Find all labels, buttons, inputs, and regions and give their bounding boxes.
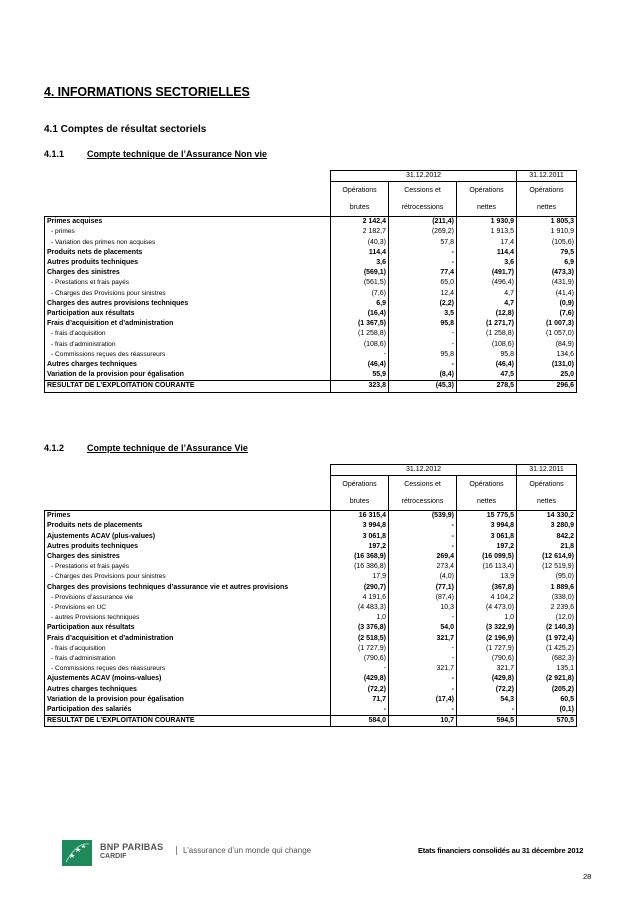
row-value: (3 322,9) (457, 623, 517, 633)
row-value: (2 140,3) (517, 623, 577, 633)
table-row (45, 572, 577, 582)
col-header: brutes (331, 199, 389, 217)
row-value: 47,5 (457, 370, 517, 381)
row-value: (46,4) (457, 360, 517, 370)
row-label: Frais d’acquisition et d’administration (45, 634, 331, 644)
table-row (45, 217, 577, 228)
row-value: 197,2 (457, 542, 517, 552)
table-row (45, 562, 577, 572)
row-value: (46,4) (331, 360, 389, 370)
row-value: (539,9) (389, 511, 457, 522)
row-value: (7,6) (331, 289, 389, 299)
row-value: 296,6 (517, 381, 577, 392)
row-value: - (389, 654, 457, 664)
row-value: 323,8 (331, 381, 389, 392)
row-value: 6,9 (331, 299, 389, 309)
table-row (45, 319, 577, 329)
row-value: 273,4 (389, 562, 457, 572)
row-value: (269,2) (389, 227, 457, 237)
row-value: 1 889,6 (517, 583, 577, 593)
row-label: - Charges des Provisions pour sinistres (45, 572, 331, 582)
row-value: 12,4 (389, 289, 457, 299)
row-label: - frais d’administration (45, 654, 331, 664)
row-label: - autres Provisions techniques (45, 613, 331, 623)
row-value: - (389, 644, 457, 654)
bnp-paribas-logo (62, 840, 92, 866)
row-value: (12,0) (517, 613, 577, 623)
row-value: 55,9 (331, 370, 389, 381)
row-value: (1 007,3) (517, 319, 577, 329)
row-value: 2 239,6 (517, 603, 577, 613)
row-value: (16,4) (331, 309, 389, 319)
row-value: - (389, 674, 457, 684)
row-value: (211,4) (389, 217, 457, 228)
non-life-technical-account-table (44, 170, 577, 393)
row-value: (72,2) (457, 685, 517, 695)
table2-number: 4.1.2 (44, 443, 65, 453)
table-row (45, 583, 577, 593)
row-value: - (389, 521, 457, 531)
row-value: - (389, 258, 457, 268)
row-value: (95,0) (517, 572, 577, 582)
row-value: (105,6) (517, 238, 577, 248)
row-label: - frais d’acquisition (45, 329, 331, 339)
row-label: Variation de la provision pour égalisation (45, 370, 331, 381)
col-header: rétrocessions (389, 199, 457, 217)
row-label: Participation aux résultats (45, 623, 331, 633)
row-label: Produits nets de placements (45, 521, 331, 531)
row-value: 17,4 (457, 238, 517, 248)
row-value: (1 258,8) (331, 329, 389, 339)
row-value: 134,6 (517, 350, 577, 360)
row-value: (41,4) (517, 289, 577, 299)
row-value: 2 142,4 (331, 217, 389, 228)
row-value: - (331, 664, 389, 674)
row-value: (2 518,5) (331, 634, 389, 644)
brand-sub: CARDIF (100, 853, 127, 860)
col-header: Opérations (457, 182, 517, 200)
row-value: 1,0 (331, 613, 389, 623)
col-header: Opérations (457, 476, 517, 494)
column-header-row-1 (45, 182, 577, 200)
row-label: - Prestations et frais payés (45, 278, 331, 288)
period-prior: 31.12.2011 (517, 171, 577, 182)
row-value: 842,2 (517, 532, 577, 542)
row-value: - (389, 685, 457, 695)
row-value: (72,2) (331, 685, 389, 695)
row-label: - Provisions en UC (45, 603, 331, 613)
row-label: Ajustements ACAV (plus-values) (45, 532, 331, 542)
row-value: 3,6 (331, 258, 389, 268)
row-value: (2 196,9) (457, 634, 517, 644)
row-value: 1 805,3 (517, 217, 577, 228)
row-label: - Commissions reçues des réassureurs (45, 350, 331, 360)
row-value: 10,7 (389, 716, 457, 727)
row-value: 278,5 (457, 381, 517, 392)
row-label: - Commissions reçues des réassureurs (45, 664, 331, 674)
row-value: (569,1) (331, 268, 389, 278)
row-label: - Variation des primes non acquises (45, 238, 331, 248)
row-value: (87,4) (389, 593, 457, 603)
row-value: 13,9 (457, 572, 517, 582)
row-value: (12 614,9) (517, 552, 577, 562)
row-value: (473,3) (517, 268, 577, 278)
row-value: (1 057,0) (517, 329, 577, 339)
row-value: (16 113,4) (457, 562, 517, 572)
table-row (45, 521, 577, 531)
row-value: 77,4 (389, 268, 457, 278)
row-label: RESULTAT DE L’EXPLOITATION COURANTE (45, 716, 331, 727)
row-value: 321,7 (457, 664, 517, 674)
table-row (45, 603, 577, 613)
row-value: (205,2) (517, 685, 577, 695)
row-value: 4 104,2 (457, 593, 517, 603)
row-label: - frais d’acquisition (45, 644, 331, 654)
table-row (45, 299, 577, 309)
row-label: Charges des sinistres (45, 268, 331, 278)
row-label: - Provisions d’assurance vie (45, 593, 331, 603)
brand-name: BNP PARIBAS (100, 842, 164, 852)
row-label: Participation aux résultats (45, 309, 331, 319)
row-value: 3 994,8 (331, 521, 389, 531)
table-row (45, 350, 577, 360)
row-value: - (389, 248, 457, 258)
row-value: 17,9 (331, 572, 389, 582)
row-value: (40,3) (331, 238, 389, 248)
column-header-row-2 (45, 493, 577, 511)
row-label: Charges des autres provisions techniques (45, 299, 331, 309)
row-value: (4,0) (389, 572, 457, 582)
row-value: (1 258,8) (457, 329, 517, 339)
row-label: Autres charges techniques (45, 685, 331, 695)
subsection-title: 4.1 Comptes de résultat sectoriels (44, 124, 207, 135)
row-value: 65,0 (389, 278, 457, 288)
table-row (45, 674, 577, 684)
row-value: (1 727,9) (457, 644, 517, 654)
row-value: (338,0) (517, 593, 577, 603)
row-value: - (389, 613, 457, 623)
row-value: 95,8 (389, 350, 457, 360)
row-label: Autres charges techniques (45, 360, 331, 370)
row-value: (290,7) (331, 583, 389, 593)
row-value: (12 519,9) (517, 562, 577, 572)
row-label: Charges des provisions techniques d’assurance vie et autres provisions (45, 583, 331, 593)
row-value: 3 280,9 (517, 521, 577, 531)
table2-title: Compte technique de l’Assurance Vie (87, 443, 248, 453)
row-value: 6,9 (517, 258, 577, 268)
row-value: (790,6) (331, 654, 389, 664)
table-row (45, 289, 577, 299)
row-value: 321,7 (389, 634, 457, 644)
row-value: 4,7 (457, 299, 517, 309)
row-value: (1 727,9) (331, 644, 389, 654)
row-value: (561,5) (331, 278, 389, 288)
total-row (45, 716, 577, 727)
table-row (45, 370, 577, 381)
col-header: nettes (517, 199, 577, 217)
row-value: (429,8) (331, 674, 389, 684)
row-value: 16 315,4 (331, 511, 389, 522)
row-value: (77,1) (389, 583, 457, 593)
row-value: 4,7 (457, 289, 517, 299)
row-label: Autres produits techniques (45, 258, 331, 268)
table-row (45, 248, 577, 258)
row-value: 197,2 (331, 542, 389, 552)
table1-number: 4.1.1 (44, 149, 65, 159)
row-label: RESULTAT DE L’EXPLOITATION COURANTE (45, 381, 331, 392)
table-row (45, 685, 577, 695)
total-row (45, 381, 577, 392)
column-header-row-1 (45, 476, 577, 494)
row-value: 114,4 (457, 248, 517, 258)
row-value: 135,1 (517, 664, 577, 674)
row-value: - (389, 360, 457, 370)
row-value: (2 921,8) (517, 674, 577, 684)
row-label: Produits nets de placements (45, 248, 331, 258)
col-header: Opérations (331, 476, 389, 494)
row-value: (4 483,3) (331, 603, 389, 613)
row-value: - (389, 340, 457, 350)
row-value: 71,7 (331, 695, 389, 705)
row-value: (131,0) (517, 360, 577, 370)
table1-title: Compte technique de l’Assurance Non vie (87, 149, 268, 159)
row-value: - (457, 705, 517, 716)
row-value: (1 367,5) (331, 319, 389, 329)
table-row (45, 278, 577, 288)
row-value: 2 182,7 (331, 227, 389, 237)
table-row (45, 360, 577, 370)
col-header: rétrocessions (389, 493, 457, 511)
col-header: nettes (457, 199, 517, 217)
row-value: - (389, 532, 457, 542)
row-value: 54,0 (389, 623, 457, 633)
row-label: Autres produits techniques (45, 542, 331, 552)
table-row (45, 634, 577, 644)
row-value: (431,9) (517, 278, 577, 288)
row-value: 3 061,8 (331, 532, 389, 542)
row-value: (0,9) (517, 299, 577, 309)
row-value: (1 972,4) (517, 634, 577, 644)
row-value: 594,5 (457, 716, 517, 727)
row-value: 21,8 (517, 542, 577, 552)
section-title: 4. INFORMATIONS SECTORIELLES (44, 85, 250, 99)
row-value: 1 910,9 (517, 227, 577, 237)
row-label: Primes acquises (45, 217, 331, 228)
table-row (45, 309, 577, 319)
row-value: 79,5 (517, 248, 577, 258)
row-value: 321,7 (389, 664, 457, 674)
table-row (45, 644, 577, 654)
row-value: (16 386,8) (331, 562, 389, 572)
table-row (45, 593, 577, 603)
row-value: (491,7) (457, 268, 517, 278)
table-row (45, 258, 577, 268)
row-value: (1 425,2) (517, 644, 577, 654)
row-value: - (331, 350, 389, 360)
table-row (45, 705, 577, 716)
table-row (45, 623, 577, 633)
table-row (45, 664, 577, 674)
row-value: 10,3 (389, 603, 457, 613)
period-prior: 31.12.2011 (517, 465, 577, 476)
row-value: (84,9) (517, 340, 577, 350)
row-value: (0,1) (517, 705, 577, 716)
row-value: 584,0 (331, 716, 389, 727)
table-row (45, 532, 577, 542)
row-label: - Prestations et frais payés (45, 562, 331, 572)
row-value: 15 775,5 (457, 511, 517, 522)
row-value: (2,2) (389, 299, 457, 309)
row-value: - (389, 542, 457, 552)
row-value: 95,8 (457, 350, 517, 360)
row-label: Participation des salariés (45, 705, 331, 716)
col-header: nettes (517, 493, 577, 511)
row-value: 57,8 (389, 238, 457, 248)
life-technical-account-table (44, 464, 577, 727)
row-value: 60,5 (517, 695, 577, 705)
row-value: (790,6) (457, 654, 517, 664)
row-value: (367,8) (457, 583, 517, 593)
column-header-row-2 (45, 199, 577, 217)
col-header: Cessions et (389, 182, 457, 200)
row-value: (429,8) (457, 674, 517, 684)
col-header: Opérations (517, 182, 577, 200)
table-row (45, 227, 577, 237)
row-label: Primes (45, 511, 331, 522)
row-value: 269,4 (389, 552, 457, 562)
row-value: (17,4) (389, 695, 457, 705)
row-value: (4 473,0) (457, 603, 517, 613)
col-header: Cessions et (389, 476, 457, 494)
row-value: 4 191,6 (331, 593, 389, 603)
table-row (45, 511, 577, 522)
table-row (45, 268, 577, 278)
row-value: (45,3) (389, 381, 457, 392)
row-value: 114,4 (331, 248, 389, 258)
row-value: 14 330,2 (517, 511, 577, 522)
col-header: Opérations (517, 476, 577, 494)
col-header: brutes (331, 493, 389, 511)
table-row (45, 329, 577, 339)
col-header: nettes (457, 493, 517, 511)
row-value: 25,0 (517, 370, 577, 381)
row-value: (108,6) (331, 340, 389, 350)
table-row (45, 542, 577, 552)
row-value: 570,5 (517, 716, 577, 727)
row-value: (496,4) (457, 278, 517, 288)
table-row (45, 238, 577, 248)
row-label: - frais d’administration (45, 340, 331, 350)
row-value: (16 368,9) (331, 552, 389, 562)
row-value: 3 061,8 (457, 532, 517, 542)
table-row (45, 654, 577, 664)
row-value: 1 930,9 (457, 217, 517, 228)
row-value: (16 099,5) (457, 552, 517, 562)
row-label: - primes (45, 227, 331, 237)
period-header-row (45, 465, 577, 476)
period-current: 31.12.2012 (331, 465, 517, 476)
row-value: 3,5 (389, 309, 457, 319)
brand-tagline: L’assurance d’un monde qui change (176, 846, 311, 855)
col-header: Opérations (331, 182, 389, 200)
period-current: 31.12.2012 (331, 171, 517, 182)
stars-logo-icon (62, 840, 92, 866)
row-value: - (389, 329, 457, 339)
row-value: (12,8) (457, 309, 517, 319)
row-value: 3,6 (457, 258, 517, 268)
table-row (45, 552, 577, 562)
row-value: 1 913,5 (457, 227, 517, 237)
row-label: Frais d’acquisition et d’administration (45, 319, 331, 329)
row-label: Ajustements ACAV (moins-values) (45, 674, 331, 684)
table-row (45, 695, 577, 705)
row-label: Variation de la provision pour égalisation (45, 695, 331, 705)
row-value: 95,8 (389, 319, 457, 329)
row-value: 1,0 (457, 613, 517, 623)
row-value: 3 994,8 (457, 521, 517, 531)
row-value: (8,4) (389, 370, 457, 381)
page-number: 28 (583, 872, 592, 881)
row-value: - (389, 705, 457, 716)
row-value: (1 271,7) (457, 319, 517, 329)
row-value: 54,3 (457, 695, 517, 705)
table-row (45, 613, 577, 623)
period-header-row (45, 171, 577, 182)
row-label: - Charges des Provisions pour sinistres (45, 289, 331, 299)
row-label: Charges des sinistres (45, 552, 331, 562)
table-row (45, 340, 577, 350)
row-value: (108,6) (457, 340, 517, 350)
row-value: - (331, 705, 389, 716)
row-value: (682,3) (517, 654, 577, 664)
row-value: (3 376,8) (331, 623, 389, 633)
footer-document-title: Etats financiers consolidés au 31 décembre 2012 (418, 846, 584, 855)
row-value: (7,6) (517, 309, 577, 319)
